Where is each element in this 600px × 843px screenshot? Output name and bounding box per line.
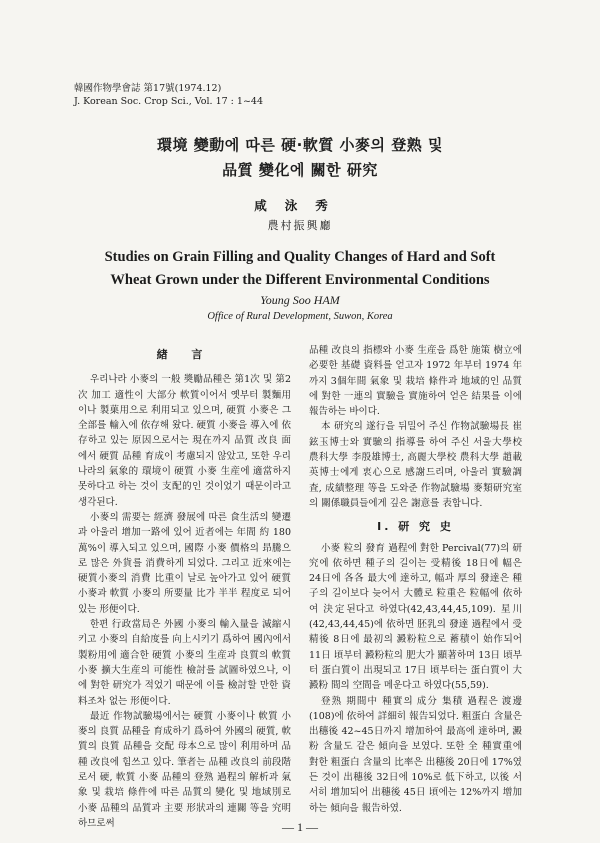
page-number: — 1 —	[282, 820, 318, 834]
paragraph: 本 研究의 遂行을 뒤밀어 주신 作物試驗場長 崔鉉玉博士와 實驗의 指導를 하여 주신 서울大學校 農科大學 李殷雄博士, 高麗大學校 農科大學 趙載英博士에게 衷心으로 感謝드리며, 아울러 實驗調査, 成績整理 等을 도와준 作物試驗場 麥類研究室의 關係職員들에게 깊은 謝意를 表합니다.	[309, 421, 522, 509]
english-title	[0, 246, 600, 292]
korean-title-line-2: 品質 變化에 關한 研究	[222, 161, 378, 179]
author-korean: 咸泳秀	[254, 198, 346, 213]
paragraph: 品種 改良의 指標와 小麥 生産을 爲한 施策 樹立에 必要한 基礎 資料를 얻고자 1972 年부터 1974 年까지 3個年間 氣象 및 栽培 條件과 地域的인 品質에 對한 一連의 實驗을 實施하여 얻은 結果를 이에 報告하는 바이다.	[309, 345, 522, 418]
section-heading-introduction: 緖 言	[156, 348, 213, 361]
korean-title-line-1: 環境 變動에 따른 硬·軟質 小麥의 登熟 및	[157, 136, 443, 154]
right-column	[309, 343, 522, 816]
section-heading-research-history: I. 研 究 史	[377, 520, 454, 534]
korean-title	[0, 133, 600, 183]
paragraph: 小麥의 需要는 經濟 發展에 따른 食生活의 變遷과 아울러 增加一路에 있어 近者에는 年間 約 180萬%이 導入되고 있으며, 國際 小麥 價格의 昻騰으로 많은 外貨를 消費하게 되었다. 그리고 近來에는 硬質小麥의 消費 比重이 날로 높아가고 있어 硬質 小麥과 軟質 小麥의 所要量 比가 半半 程度로 되어있는 形便이다.	[78, 511, 291, 615]
affiliation-korean: 農村振興廳	[267, 219, 333, 232]
english-title-line-1: Studies on Grain Filling and Quality Changes of Hard and Soft	[104, 249, 496, 265]
journal-citation-korean: 韓國作物學會誌 第17號(1974.12)	[74, 83, 222, 94]
paragraph: 우리나라 小麥의 一般 奬勵品種은 第1次 및 第2次 加工 適性이 大部分 軟質이어서 옛부터 製麵用이나 製菓用으로 利用되고 있으며, 硬質 小麥은 그 全部를 輸入에 依存해 왔다. 硬質 小麥을 導入에 依存하고 있는 原因으로서는 現在까지 品質 改良 面에서 硬質 品種 育成이 考慮되지 않았고, 또한 우리나라의 氣象的 環境이 硬質 小麥 生産에 適當하지 못하다고 하는 것이 支配的인 것이었기 때문이라고 생각된다.	[78, 374, 291, 508]
left-column	[78, 343, 291, 831]
author-english: Young Soo HAM	[260, 293, 340, 307]
paragraph: 登熟 期間中 種實의 成分 集積 過程은 渡邊(108)에 依하여 詳細히 報告되었다. 粗蛋白 含量은 出穗後 42~45日까지 增加하여 最高에 達하며, 澱粉 含量도 같은 傾向을 보였다. 또한 全 種實重에 對한 粗蛋白 含量의 比率은 出穗後 20日에 17%였든 것이 出穗後 32日에 10%로 低下하고, 以後 서서히 增加되어 出穗後 45日 頃에는 12%까지 增加하는 傾向을 報告하였.	[309, 695, 522, 814]
journal-citation-english: J. Korean Soc. Crop Sci., Vol. 17 : 1~44	[74, 96, 263, 107]
paragraph: 小麥 粒의 發育 過程에 對한 Percival(77)의 研究에 依하면 種子의 길이는 受精後 18日에 幅은 24日에 各各 最大에 達하고, 幅과 厚의 發達은 種子의 길이보다 늦어서 大體로 粒重은 粒幅에 依하여 決定된다고 하였다(42,43,44,45,109). 星川(42,43,44,45)에 依하면 胚乳의 發達 過程에서 受精後 8日에 最初의 澱粉粒으로 蓄積이 始作되어 11日 頃부터 澱粉粒의 肥大가 顯著하며 13日 頃부터 蛋白質이 出現되고 17日 頃부터는 蛋白質이 大澱粉 間의 空間을 메운다고 하였다(55,59).	[309, 542, 522, 692]
paragraph: 한편 行政當局은 外國 小麥의 輸入量을 減縮시키고 小麥의 自給度를 向上시키기 爲하여 國內에서 製粉用에 適合한 硬質 小麥의 生産과 良質의 軟質小麥 擴大生産의 可能性 檢討를 試圖하였으나, 이에 對한 研究가 적었기 때문에 이를 檢討할 만한 資料조차 없는 形便이다.	[78, 619, 291, 707]
affiliation-english: Office of Rural Development, Suwon, Korea	[207, 311, 393, 322]
paragraph: 最近 作物試驗場에서는 硬質 小麥이나 軟質 小麥의 良質 品種을 育成하기 爲하여 外國의 硬質, 軟質의 良質 品種을 交配 母本으로 많이 利用하며 品種 改良에 힘쓰고 있다. 筆者는 品種 改良의 前段階로서 硬, 軟質 小麥 品種의 登熟 過程의 解析과 氣象 및 栽培 條件에 따른 品質의 變化 및 地域別로 小麥 品種의 品質과 主要 形狀과의 連關 等을 究明하므로써	[78, 710, 291, 829]
journal-citation	[74, 82, 263, 108]
english-title-line-2: Wheat Grown under the Different Environmental Conditions	[110, 272, 490, 288]
